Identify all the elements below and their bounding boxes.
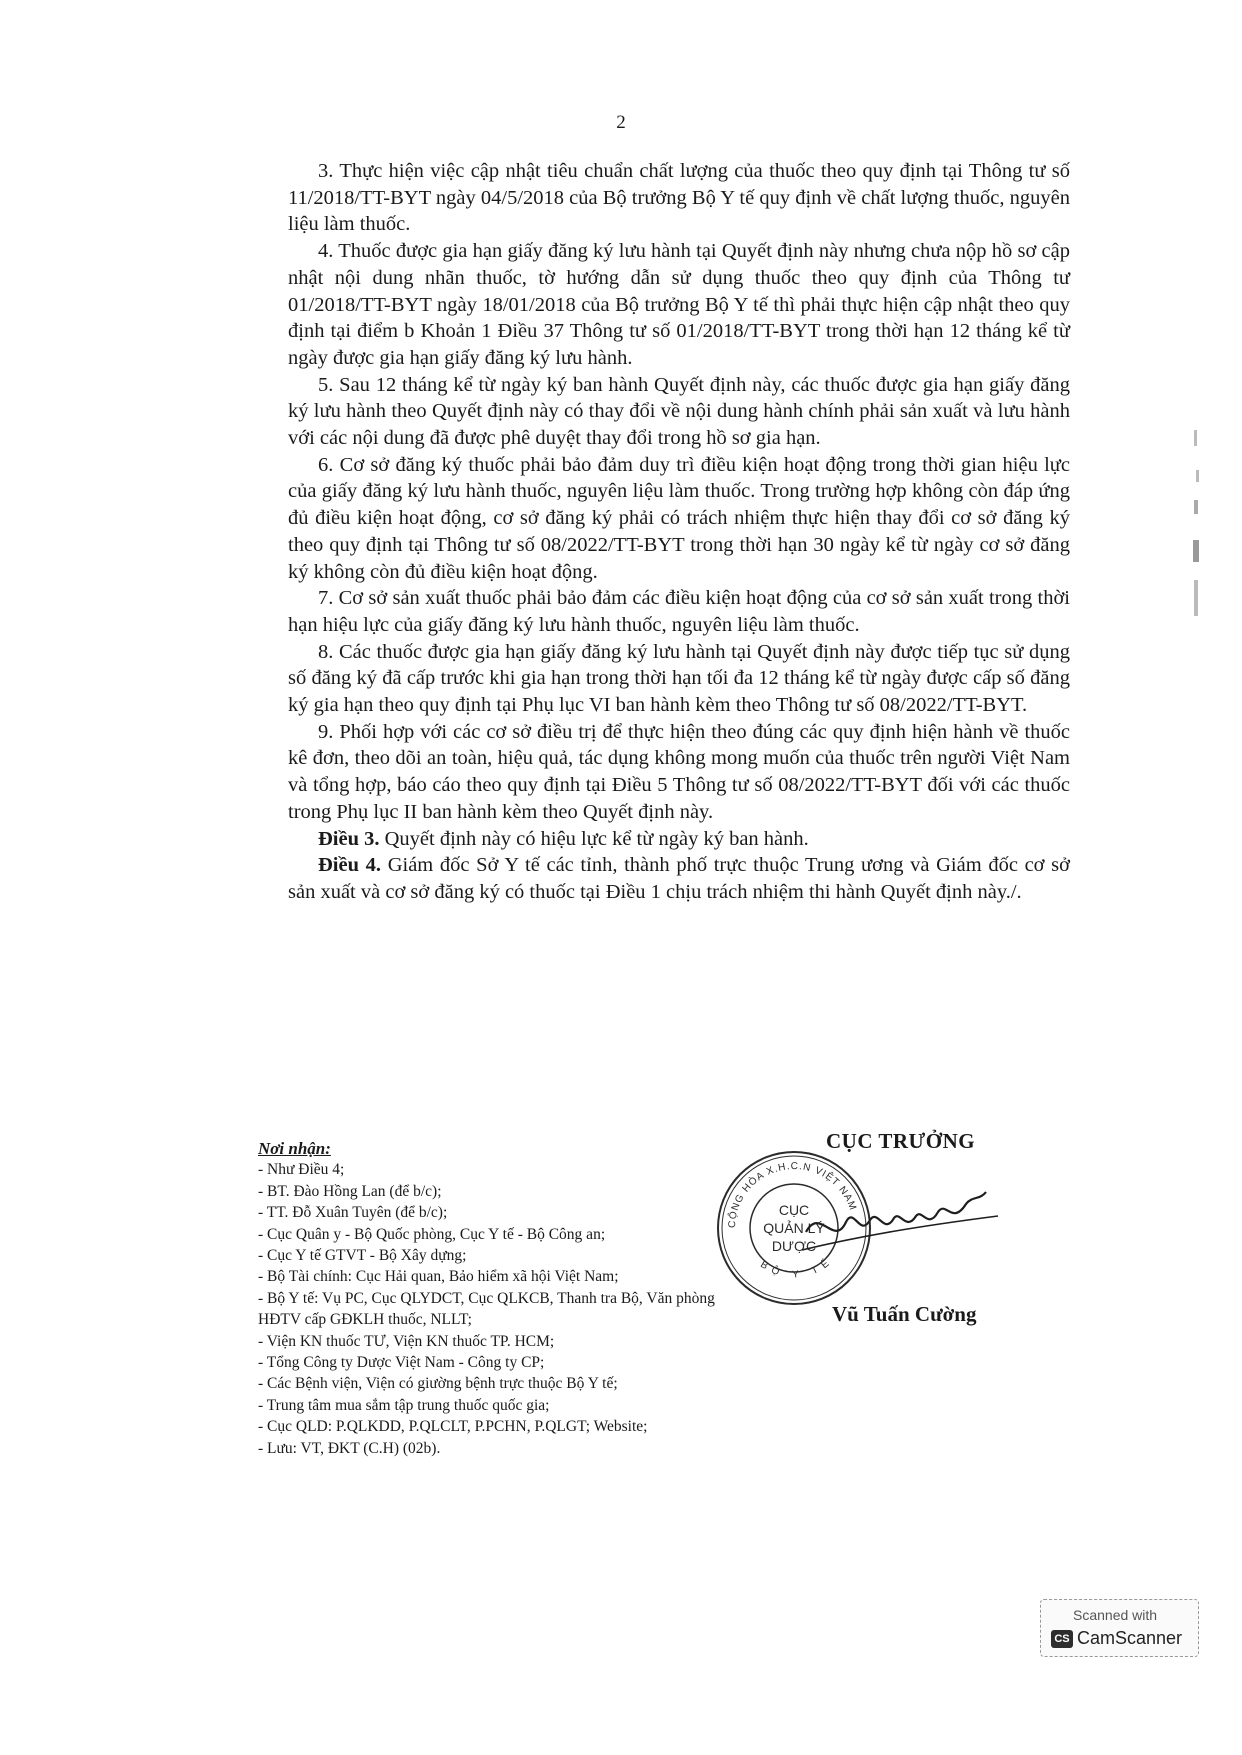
scanner-brand-name: CamScanner — [1077, 1628, 1183, 1648]
recipient-item: - Như Điều 4; — [258, 1161, 345, 1179]
seal-ring-bottom-text: BỘ Y TẾ — [758, 1254, 836, 1281]
recipient-item: - Viện KN thuốc TƯ, Viện KN thuốc TP. HCM; — [258, 1332, 555, 1350]
seal-ring-top-text: CỘNG HÒA X.H.C.N VIỆT NAM — [726, 1160, 859, 1229]
recipient-item: - Cục Quân y - Bộ Quốc phòng, Cục Y tế - Bộ Công an; — [258, 1225, 606, 1243]
article-4 — [288, 852, 1070, 905]
recipient-item: - Cục Y tế GTVT - Bộ Xây dựng; — [258, 1247, 467, 1265]
article-4-text: Giám đốc Sở Y tế các tỉnh, thành phố trực thuộc Trung ương và Giám đốc cơ sở sản xuất và cơ sở đăng ký có thuốc tại Điều 1 chịu trách nhiệm thi hành Quyết định này./. — [288, 854, 1071, 903]
recipient-item: - Cục QLD: P.QLKDD, P.QLCLT, P.PCHN, P.QLGT; Website; — [258, 1418, 648, 1436]
article-3 — [288, 826, 1070, 853]
article-3-text: Quyết định này có hiệu lực kể từ ngày ký ban hành. — [379, 827, 809, 850]
recipients-heading: Nơi nhận: — [258, 1139, 331, 1158]
recipient-item: - Trung tâm mua sắm tập trung thuốc quốc gia; — [258, 1396, 550, 1414]
seal-center-line-2: QUẢN LÝ — [763, 1220, 825, 1236]
binding-margin-stamp — [1188, 430, 1208, 620]
document-body — [288, 158, 1070, 906]
article-4-label: Điều 4. — [318, 854, 382, 877]
paragraph-item-6: 6. Cơ sở đăng ký thuốc phải bảo đảm duy trì điều kiện hoạt động trong thời gian hiệu lực của giấy đăng ký lưu hành thuốc, nguyên liệu làm thuốc. Trong trường hợp không còn đáp ứng đủ điều kiện hoạt động, cơ sở đăng ký phải có trách nhiệm thực hiện thay đổi cơ sở đăng ký theo quy định tại Thông tư số 08/2022/TT-BYT trong thời hạn 30 ngày kể từ ngày cơ sở đăng ký không còn đủ điều kiện hoạt động. — [288, 453, 1070, 583]
paragraph-item-5: 5. Sau 12 tháng kể từ ngày ký ban hành Quyết định này, các thuốc được gia hạn giấy đăng ký lưu hành theo Quyết định này có thay đổi về nội dung hành chính phải sản xuất và lưu hành với các nội dung đã được phê duyệt thay đổi trong hồ sơ gia hạn. — [288, 373, 1070, 450]
paragraph-item-7: 7. Cơ sở sản xuất thuốc phải bảo đảm các điều kiện hoạt động của cơ sở sản xuất trong thời hạn hiệu lực của giấy đăng ký lưu hành thuốc, nguyên liệu làm thuốc. — [288, 587, 1070, 636]
recipient-item: - Lưu: VT, ĐKT (C.H) (02b). — [258, 1439, 441, 1457]
recipient-item: - Các Bệnh viện, Viện có giường bệnh trực thuộc Bộ Y tế; — [258, 1375, 618, 1393]
recipients-list — [258, 1138, 734, 1459]
recipient-item: - Tổng Công ty Dược Việt Nam - Công ty CP; — [258, 1354, 545, 1372]
camscanner-logo-icon: CS — [1051, 1630, 1073, 1648]
scanner-watermark-badge — [1040, 1599, 1199, 1657]
paragraph-item-3: 3. Thực hiện việc cập nhật tiêu chuẩn chất lượng của thuốc theo quy định tại Thông tư số 11/2018/TT-BYT ngày 04/5/2018 của Bộ trưởng Bộ Y tế quy định về chất lượng thuốc, nguyên liệu làm thuốc. — [288, 160, 1070, 236]
scanner-badge-caption: Scanned with — [1073, 1607, 1158, 1623]
paragraph-item-9: 9. Phối hợp với các cơ sở điều trị để thực hiện theo đúng các quy định hiện hành về thuốc kê đơn, theo dõi an toàn, hiệu quả, tác dụng không mong muốn của thuốc trên người Việt Nam và tổng hợp, báo cáo theo quy định tại Điều 5 Thông tư số 08/2022/TT-BYT đối với các thuốc trong Phụ lục II ban hành kèm theo Quyết định này. — [288, 720, 1070, 823]
signer-name: Vũ Tuấn Cường — [832, 1302, 977, 1326]
recipient-item: - TT. Đỗ Xuân Tuyên (để b/c); — [258, 1204, 448, 1222]
recipient-item: - BT. Đào Hồng Lan (để b/c); — [258, 1182, 442, 1200]
recipient-item: - Bộ Tài chính: Cục Hải quan, Bảo hiểm xã hội Việt Nam; — [258, 1268, 619, 1286]
seal-center-line-1: CỤC — [778, 1202, 810, 1218]
handwritten-signature — [800, 1186, 1000, 1258]
article-3-label: Điều 3. — [318, 827, 380, 850]
page-number: 2 — [616, 112, 626, 133]
seal-center-line-3: DƯỢC — [771, 1238, 817, 1254]
paragraph-item-8: 8. Các thuốc được gia hạn giấy đăng ký lưu hành tại Quyết định này được tiếp tục sử dụng số đăng ký đã cấp trước khi gia hạn trong thời hạn tối đa 12 tháng kể từ ngày được cấp số đăng ký gia hạn theo quy định tại Phụ lục VI ban hành kèm theo Thông tư số 08/2022/TT-BYT. — [288, 640, 1070, 717]
recipient-item: - Bộ Y tế: Vụ PC, Cục QLYDCT, Cục QLKCB, Thanh tra Bộ, Văn phòng HĐTV cấp GĐKLH thuốc, NLLT; — [258, 1289, 715, 1329]
paragraph-item-4: 4. Thuốc được gia hạn giấy đăng ký lưu hành tại Quyết định này nhưng chưa nộp hồ sơ cập nhật nội dung nhãn thuốc, tờ hướng dẫn sử dụng thuốc theo quy định của Thông tư 01/2018/TT-BYT ngày 18/01/2018 của Bộ trưởng Bộ Y tế thì phải thực hiện cập nhật theo quy định tại điểm b Khoản 1 Điều 37 Thông tư số 01/2018/TT-BYT trong thời hạn 12 tháng kể từ ngày được gia hạn giấy đăng ký lưu hành. — [288, 240, 1070, 369]
signer-title: CỤC TRƯỞNG — [826, 1129, 976, 1153]
